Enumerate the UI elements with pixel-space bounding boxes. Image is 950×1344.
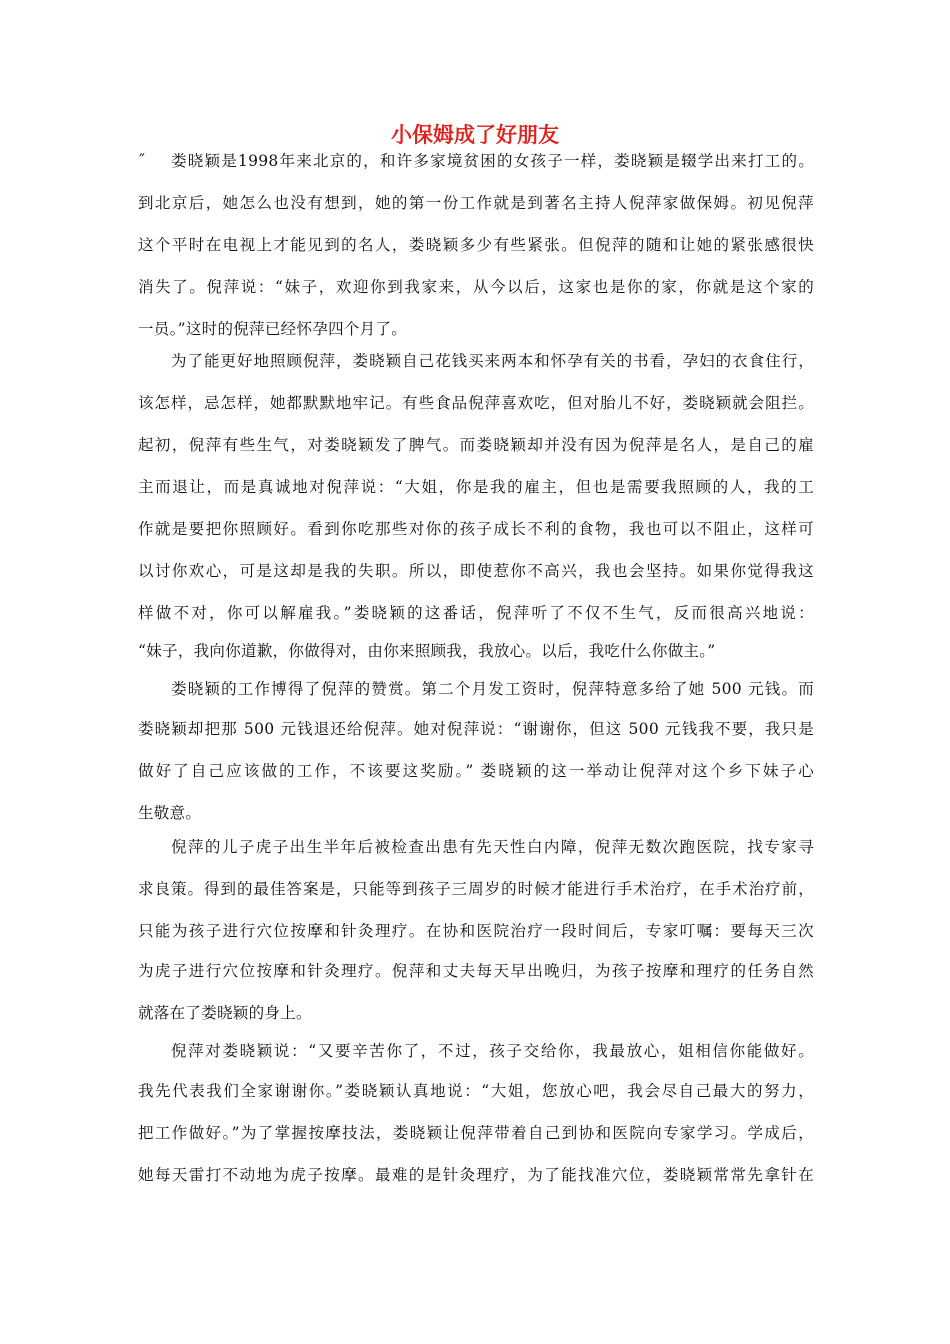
text-line: 到北京后，她怎么也没有想到，她的第一份工作就是到著名主持人倪萍家做保姆。初见倪萍 — [138, 194, 814, 212]
text-line: 倪萍的儿子虎子出生半年后被检查出患有先天性白内障，倪萍无数次跑医院，找专家寻 — [171, 838, 814, 856]
text-line: “妹子，我向你道歉，你做得对，由你来照顾我，我放心。以后，我吃什么你做主。” — [138, 642, 716, 660]
document-title: 小保姆成了好朋友 — [391, 122, 559, 147]
text-line: 倪萍对娄晓颖说：“又要辛苦你了，不过，孩子交给你，我最放心，姐相信你能做好。 — [171, 1042, 814, 1060]
text-line: 起初，倪萍有些生气，对娄晓颖发了脾气。而娄晓颖却并没有因为倪萍是名人，是自己的雇 — [138, 436, 814, 454]
text-line: 娄晓颖的工作博得了倪萍的赞赏。第二个月发工资时，倪萍特意多给了她 500 元钱。而 — [171, 680, 814, 698]
text-line: 该怎样，忌怎样，她都默默地牢记。有些食品倪萍喜欢吃，但对胎儿不好，娄晓颖就会阻拦。 — [138, 394, 814, 412]
text-line: 我先代表我们全家谢谢你。”娄晓颖认真地说：“大姐，您放心吧，我会尽自己最大的努力， — [138, 1082, 814, 1100]
text-line: 以讨你欢心，可是这却是我的失职。所以，即使惹你不高兴，我也会坚持。如果你觉得我这 — [138, 562, 814, 580]
text-line: 样做不对，你可以解雇我。”娄晓颖的这番话，倪萍听了不仅不生气，反而很高兴地说： — [138, 604, 814, 622]
quote-mark: ″ — [139, 150, 145, 169]
text-line: 只能为孩子进行穴位按摩和针灸理疗。在协和医院治疗一段时间后，专家叮嘱：要每天三次 — [138, 922, 814, 940]
text-line: 做好了自己应该做的工作，不该要这奖励。” 娄晓颖的这一举动让倪萍对这个乡下妹子心 — [138, 762, 814, 780]
text-line: 娄晓颖是1998年来北京的，和许多家境贫困的女孩子一样，娄晓颖是辍学出来打工的。 — [171, 152, 814, 170]
text-line: 为虎子进行穴位按摩和针灸理疗。倪萍和丈夫每天早出晚归，为孩子按摩和理疗的任务自然 — [138, 962, 814, 980]
text-line: 生敬意。 — [138, 804, 202, 822]
text-line: 作就是要把你照顾好。看到你吃那些对你的孩子成长不利的食物，我也可以不阻止，这样可 — [138, 520, 814, 538]
text-line: 求良策。得到的最佳答案是，只能等到孩子三周岁的时候才能进行手术治疗，在手术治疗前， — [138, 880, 814, 898]
text-line: 消失了。倪萍说：“妹子，欢迎你到我家来，从今以后，这家也是你的家，你就是这个家的 — [138, 278, 814, 296]
text-line: 娄晓颖却把那 500 元钱退还给倪萍。她对倪萍说：“谢谢你，但这 500 元钱我不要，我只是 — [138, 720, 814, 738]
text-line: 一员。”这时的倪萍已经怀孕四个月了。 — [138, 320, 408, 338]
text-line: 这个平时在电视上才能见到的名人，娄晓颖多少有些紧张。但倪萍的随和让她的紧张感很快 — [138, 236, 814, 254]
text-line: 主而退让，而是真诚地对倪萍说：“大姐，你是我的雇主，但也是需要我照顾的人，我的工 — [138, 478, 814, 496]
text-line: 就落在了娄晓颖的身上。 — [138, 1004, 312, 1022]
text-line: 把工作做好。”为了掌握按摩技法，娄晓颖让倪萍带着自己到协和医院向专家学习。学成后， — [138, 1124, 814, 1142]
text-line: 她每天雷打不动地为虎子按摩。最难的是针灸理疗，为了能找准穴位，娄晓颖常常先拿针在 — [138, 1166, 814, 1184]
text-line: 为了能更好地照顾倪萍，娄晓颖自己花钱买来两本和怀孕有关的书看，孕妇的衣食住行， — [171, 352, 814, 370]
